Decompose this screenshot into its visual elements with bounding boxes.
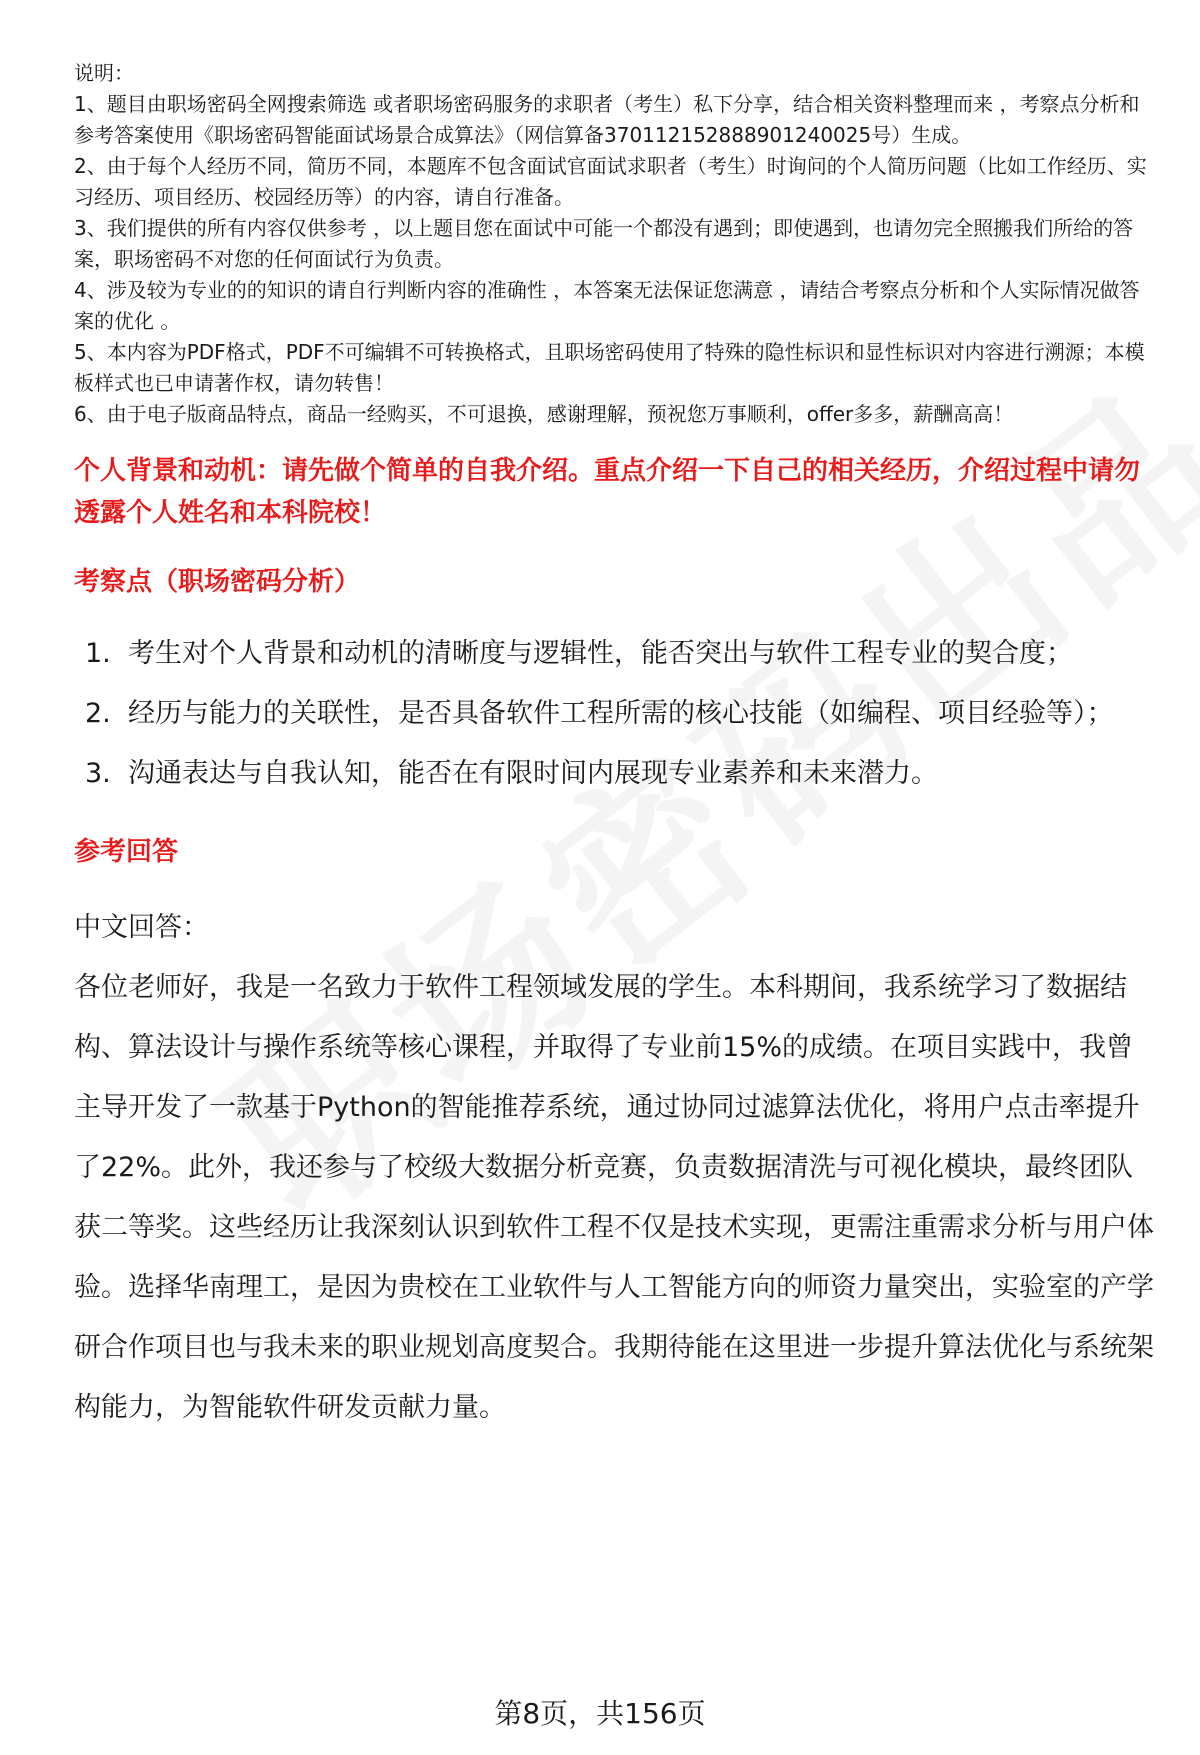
- list-item-number: 2.: [85, 698, 111, 729]
- list-item-number: 3.: [85, 758, 111, 789]
- reference-answer: [74, 898, 1154, 1438]
- list-item-text: 考生对个人背景和动机的清晰度与逻辑性，能否突出与软件工程专业的契合度；: [128, 638, 1073, 669]
- notes-item: 6、由于电子版商品特点，商品一经购买，不可退换，感谢理解，预祝您万事顺利，offer多多，薪酬高高！: [74, 402, 1014, 426]
- notes-item: 1、题目由职场密码全网搜索筛选 或者职场密码服务的求职者（考生）私下分享，结合相关资料整理而来 ，考察点分析和参考答案使用《职场密码智能面试场景合成算法》（网信算备370112152888901240025号）生成。: [74, 92, 1140, 147]
- notes-item: 3、我们提供的所有内容仅供参考 ，以上题目您在面试中可能一个都没有遇到；即使遇到，也请勿完全照搬我们所给的答案，职场密码不对您的任何面试行为负责。: [74, 216, 1134, 271]
- notes-item: 5、本内容为PDF格式，PDF不可编辑不可转换格式，且职场密码使用了特殊的隐性标识和显性标识对内容进行溯源；本模板样式也已申请著作权，请勿转售！: [74, 340, 1145, 395]
- list-item-text: 经历与能力的关联性，是否具备软件工程所需的核心技能（如编程、项目经验等）；: [128, 698, 1114, 729]
- analysis-points: [74, 624, 1154, 804]
- document-body: [74, 58, 1154, 1438]
- disclaimer-notes: [74, 58, 1154, 430]
- list-item-number: 1.: [85, 638, 111, 669]
- analysis-heading: 考察点（职场密码分析）: [74, 567, 361, 597]
- list-item: [74, 684, 1154, 744]
- page-number: 第8页，共156页: [494, 1697, 706, 1730]
- notes-item: 4、涉及较为专业的的知识的请自行判断内容的准确性 ，本答案无法保证您满意 ，请结合考察点分析和个人实际情况做答案的优化 。: [74, 278, 1140, 333]
- question-title: 个人背景和动机：请先做个简单的自我介绍。重点介绍一下自己的相关经历，介绍过程中请勿透露个人姓名和本科院校！: [74, 456, 1141, 528]
- answer-body: 各位老师好，我是一名致力于软件工程领域发展的学生。本科期间，我系统学习了数据结构、算法设计与操作系统等核心课程，并取得了专业前15%的成绩。在项目实践中，我曾主导开发了一款基于Python的智能推荐系统，通过协同过滤算法优化，将用户点击率提升了22%。此外，我还参与了校级大数据分析竞赛，负责数据清洗与可视化模块，最终团队获二等奖。这些经历让我深刻认识到软件工程不仅是技术实现，更需注重需求分析与用户体验。选择华南理工，是因为贵校在工业软件与人工智能方向的师资力量突出，实验室的产学研合作项目也与我未来的职业规划高度契合。我期待能在这里进一步提升算法优化与系统架构能力，为智能软件研发贡献力量。: [74, 972, 1154, 1423]
- list-item-text: 沟通表达与自我认知，能否在有限时间内展现专业素养和未来潜力。: [128, 758, 938, 789]
- answer-label: 中文回答：: [74, 912, 209, 943]
- list-item: [74, 744, 1154, 804]
- notes-heading: 说明：: [74, 61, 134, 85]
- notes-item: 2、由于每个人经历不同，简历不同，本题库不包含面试官面试求职者（考生）时询问的个人简历问题（比如工作经历、实习经历、项目经历、校园经历等）的内容，请自行准备。: [74, 154, 1147, 209]
- reference-heading: 参考回答: [74, 837, 179, 867]
- list-item: [74, 624, 1154, 684]
